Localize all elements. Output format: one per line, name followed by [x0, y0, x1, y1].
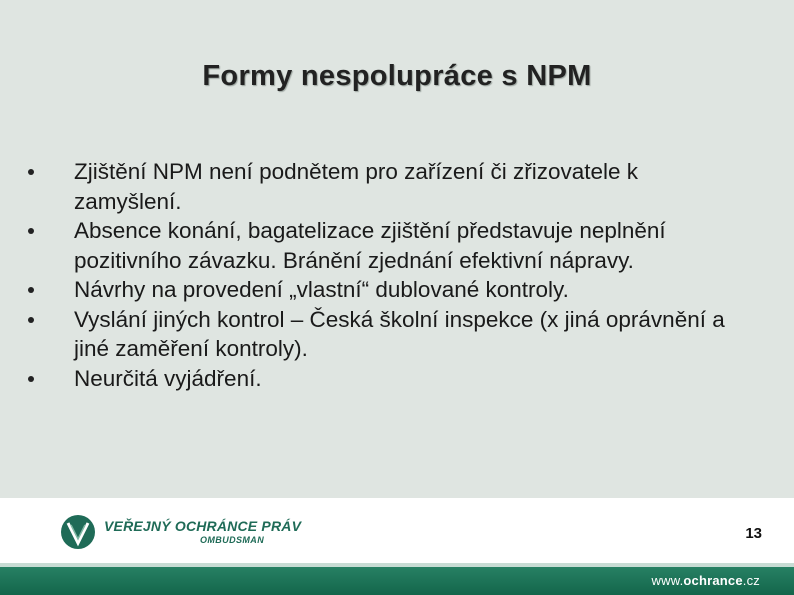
bullet-text: Zjištění NPM není podnětem pro zařízení či zřizovatele k zamyšlení.: [74, 159, 638, 214]
url-suffix: .cz: [742, 573, 760, 588]
bullet-item: [28, 216, 748, 275]
url-prefix: www.: [651, 573, 684, 588]
bullet-dot-icon: [28, 317, 34, 323]
bullet-text: Absence konání, bagatelizace zjištění představuje neplnění pozitivního závazku. Bránění zjednání efektivní nápravy.: [74, 218, 666, 273]
bullet-list: [28, 157, 748, 393]
bullet-text: Návrhy na provedení „vlastní“ dublované kontroly.: [74, 277, 569, 302]
bullet-item: [28, 305, 748, 364]
website-link[interactable]: [652, 573, 760, 588]
bullet-text: Neurčitá vyjádření.: [74, 365, 262, 391]
footer-bar-highlight: [0, 563, 794, 567]
bullet-dot-icon: [28, 376, 34, 382]
url-domain: ochrance: [683, 573, 743, 588]
bullet-dot-icon: [28, 287, 34, 293]
bullet-text: Vyslání jiných kontrol – Česká školní inspekce (x jiná oprávnění a jiné zaměření kontroly).: [74, 306, 725, 361]
bullet-item: [28, 157, 748, 216]
bullet-item: [28, 275, 748, 305]
bullet-dot-icon: [28, 169, 34, 175]
bullet-dot-icon: [28, 228, 34, 234]
slide-title: Formy nespolupráce s NPM: [202, 60, 592, 92]
bullet-item: [28, 364, 748, 394]
logo-subtitle: OMBUDSMAN: [200, 535, 265, 545]
logo-title: VEŘEJNÝ OCHRÁNCE PRÁV: [104, 518, 302, 534]
page-number: 13: [745, 525, 762, 542]
